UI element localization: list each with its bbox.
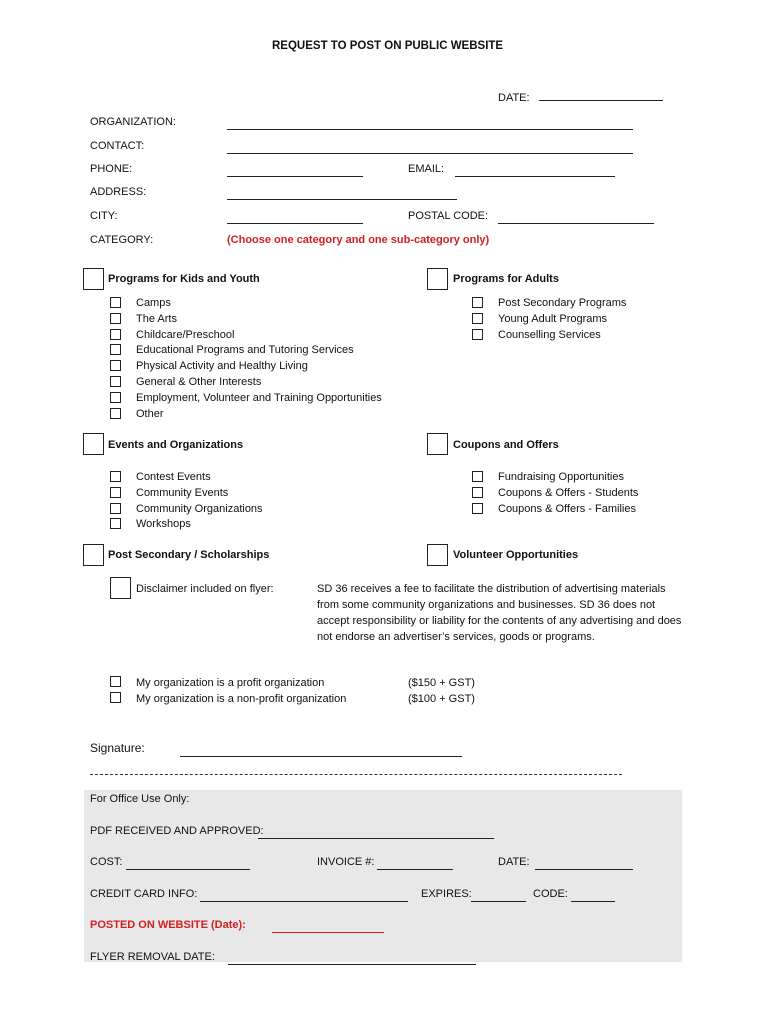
city-label: CITY:	[90, 210, 118, 222]
cost-label: COST:	[90, 856, 123, 868]
expires-line[interactable]	[471, 892, 526, 902]
cost-line[interactable]	[126, 860, 250, 870]
organization-line[interactable]	[227, 120, 633, 130]
code-label: CODE:	[533, 888, 568, 900]
contact-line[interactable]	[227, 144, 633, 154]
adults-category-label: Programs for Adults	[453, 273, 559, 285]
coupons-category-label: Coupons and Offers	[453, 439, 559, 451]
adults-category-checkbox[interactable]	[427, 268, 448, 290]
email-line[interactable]	[455, 167, 615, 177]
subcategory-checkbox[interactable]	[472, 329, 483, 340]
subcategory-checkbox[interactable]	[110, 376, 121, 387]
separator	[90, 774, 622, 775]
disclaimer-label: Disclaimer included on flyer:	[136, 583, 274, 595]
code-line[interactable]	[571, 892, 615, 902]
kids-category-checkbox[interactable]	[83, 268, 104, 290]
credit-card-label: CREDIT CARD INFO:	[90, 888, 198, 900]
disclaimer-text: SD 36 receives a fee to facilitate the distribution of advertising materials from some community organizations and businesses. SD 36 does not accept responsibility or liability for the contents of any advertising and does not endorse an advertiser’s services, goods or programs.	[317, 583, 682, 643]
credit-card-line[interactable]	[200, 892, 408, 902]
scholarships-category-label: Post Secondary / Scholarships	[108, 549, 270, 561]
phone-label: PHONE:	[90, 163, 133, 175]
category-note: (Choose one category and one sub-category only)	[227, 234, 490, 246]
subcategory-checkbox[interactable]	[110, 360, 121, 371]
phone-line[interactable]	[227, 167, 363, 177]
signature-line[interactable]	[180, 747, 462, 757]
nonprofit-org-checkbox[interactable]	[110, 692, 121, 703]
address-line[interactable]	[227, 190, 457, 200]
date-line[interactable]	[539, 91, 663, 101]
volunteer-category-label: Volunteer Opportunities	[453, 549, 579, 561]
flyer-removal-line[interactable]	[228, 955, 476, 965]
posted-line[interactable]	[272, 923, 384, 933]
pdf-received-line[interactable]	[258, 829, 494, 839]
invoice-label: INVOICE #:	[317, 856, 375, 868]
subcategory-checkbox[interactable]	[110, 487, 121, 498]
subcategory-checkbox[interactable]	[472, 471, 483, 482]
organization-label: ORGANIZATION:	[90, 116, 176, 128]
volunteer-category-checkbox[interactable]	[427, 544, 448, 566]
subcategory-checkbox[interactable]	[110, 503, 121, 514]
events-category-checkbox[interactable]	[83, 433, 104, 455]
posted-label: POSTED ON WEBSITE (Date):	[90, 919, 246, 931]
nonprofit-org-price: ($100 + GST)	[408, 693, 475, 705]
subcategory-checkbox[interactable]	[110, 392, 121, 403]
scholarships-category-checkbox[interactable]	[83, 544, 104, 566]
flyer-removal-label: FLYER REMOVAL DATE:	[90, 951, 215, 963]
subcategory-checkbox[interactable]	[472, 503, 483, 514]
office-date-label: DATE:	[498, 856, 530, 868]
events-category-label: Events and Organizations	[108, 439, 244, 451]
office-date-line[interactable]	[535, 860, 633, 870]
subcategory-checkbox[interactable]	[472, 297, 483, 308]
expires-label: EXPIRES:	[421, 888, 472, 900]
subcategory-checkbox[interactable]	[110, 344, 121, 355]
subcategory-checkbox[interactable]	[110, 471, 121, 482]
profit-org-checkbox[interactable]	[110, 676, 121, 687]
kids-category-label: Programs for Kids and Youth	[108, 273, 260, 285]
subcategory-checkbox[interactable]	[110, 313, 121, 324]
nonprofit-org-label: My organization is a non-profit organization	[136, 693, 347, 705]
signature-label: Signature:	[90, 741, 145, 755]
address-label: ADDRESS:	[90, 186, 147, 198]
email-label: EMAIL:	[408, 163, 445, 175]
subcategory-checkbox[interactable]	[472, 487, 483, 498]
subcategory-checkbox[interactable]	[110, 297, 121, 308]
subcategory-checkbox[interactable]	[110, 408, 121, 419]
invoice-line[interactable]	[377, 860, 453, 870]
disclaimer-checkbox[interactable]	[110, 577, 131, 599]
profit-org-label: My organization is a profit organization	[136, 677, 325, 689]
subcategory-checkbox[interactable]	[110, 518, 121, 529]
date-label: DATE:	[498, 92, 530, 104]
city-line[interactable]	[227, 214, 363, 224]
contact-label: CONTACT:	[90, 140, 145, 152]
profit-org-price: ($150 + GST)	[408, 677, 475, 689]
page-title: REQUEST TO POST ON PUBLIC WEBSITE	[272, 40, 504, 52]
postal-code-label: POSTAL CODE:	[408, 210, 489, 222]
subcategory-checkbox[interactable]	[110, 329, 121, 340]
date-field[interactable]	[498, 91, 663, 105]
category-label: CATEGORY:	[90, 234, 154, 246]
coupons-category-checkbox[interactable]	[427, 433, 448, 455]
office-heading: For Office Use Only:	[90, 793, 190, 805]
pdf-received-label: PDF RECEIVED AND APPROVED:	[90, 825, 264, 837]
postal-code-line[interactable]	[498, 214, 654, 224]
subcategory-checkbox[interactable]	[472, 313, 483, 324]
